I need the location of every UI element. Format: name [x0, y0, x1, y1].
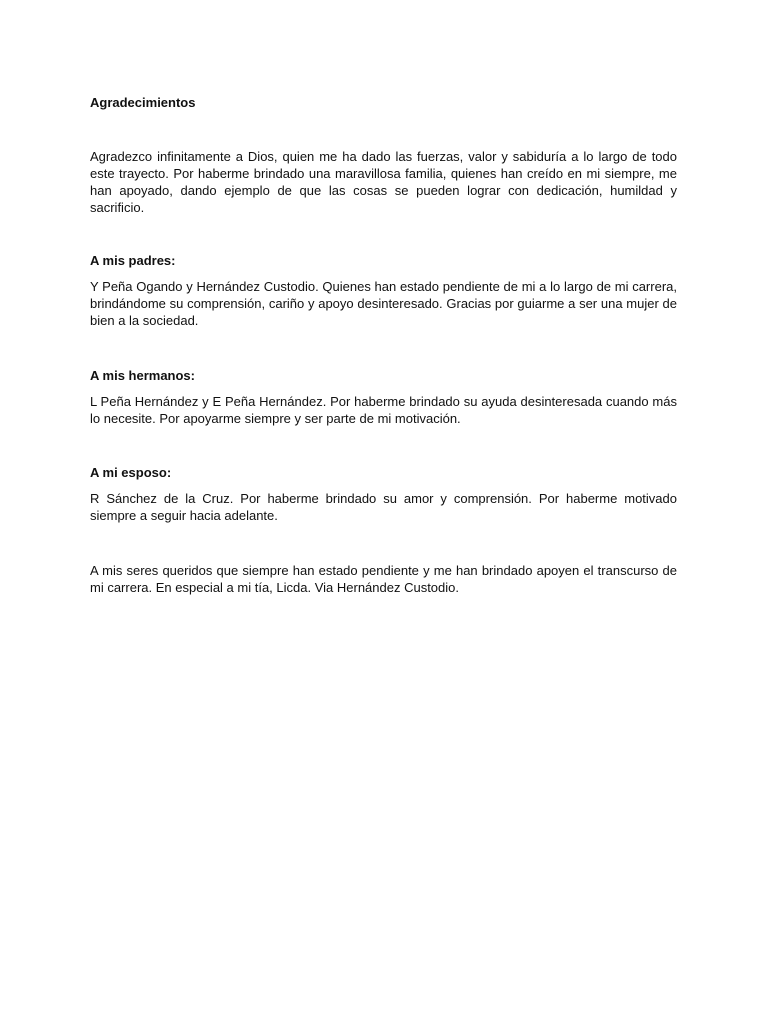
section-body-esposo: R Sánchez de la Cruz. Por haberme brindado su amor y comprensión. Por haberme motivado siempre a seguir hacia adelante.: [90, 491, 677, 523]
closing-paragraph: A mis seres queridos que siempre han estado pendiente y me han brindado apoyen el transcurso de mi carrera. En especial a mi tía, Licda. Via Hernández Custodio.: [90, 563, 677, 595]
section-heading-hermanos: A mis hermanos:: [90, 368, 195, 383]
page-title: Agradecimientos: [90, 95, 196, 110]
section-heading-esposo: A mi esposo:: [90, 465, 172, 480]
section-heading-padres: A mis padres:: [90, 253, 176, 268]
intro-paragraph: Agradezco infinitamente a Dios, quien me ha dado las fuerzas, valor y sabiduría a lo largo de todo este trayecto. Por haberme brindado una maravillosa familia, quienes han creído en mi siempre, me han apoyado, dando ejemplo de que las cosas se pueden lograr con dedicación, humildad y sacrificio.: [90, 149, 677, 215]
section-body-hermanos: L Peña Hernández y E Peña Hernández. Por haberme brindado su ayuda desinteresada cuando más lo necesite. Por apoyarme siempre y ser parte de mi motivación.: [90, 394, 677, 426]
section-body-padres: Y Peña Ogando y Hernández Custodio. Quienes han estado pendiente de mi a lo largo de mi carrera, brindándome su comprensión, cariño y apoyo desinteresado. Gracias por guiarme a ser una mujer de bien a la sociedad.: [90, 279, 677, 328]
